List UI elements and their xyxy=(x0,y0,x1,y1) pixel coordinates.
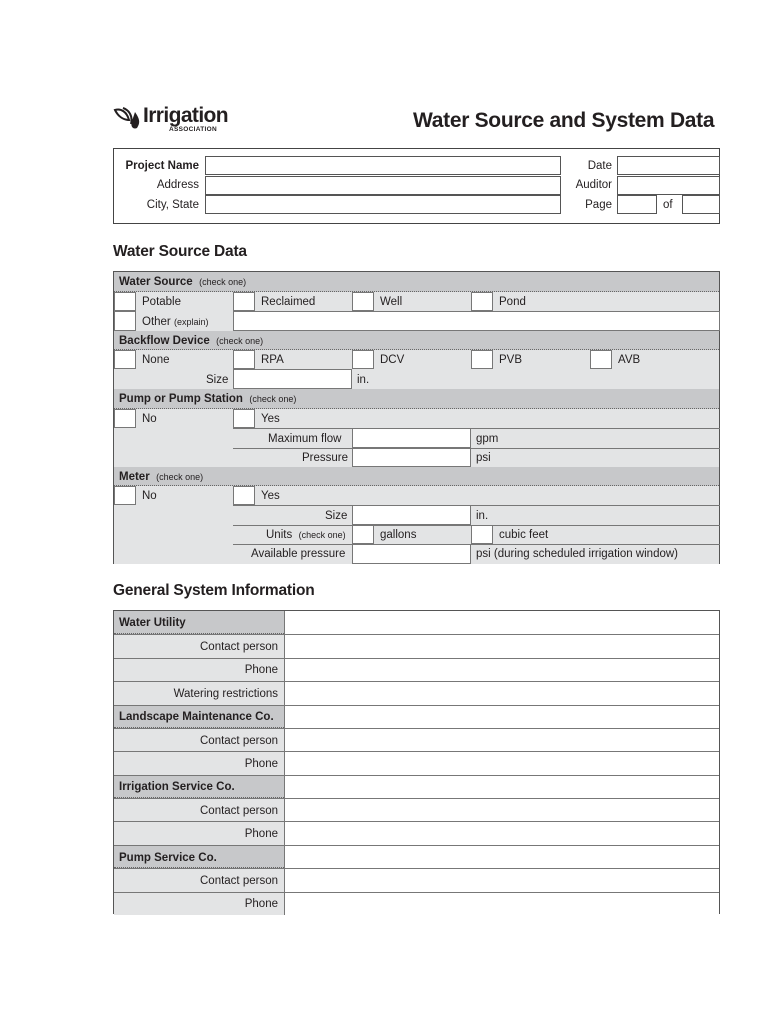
available-pressure-unit: psi (during scheduled irrigation window) xyxy=(476,548,678,560)
cubic-feet-checkbox[interactable] xyxy=(471,525,493,544)
general-system-row xyxy=(114,775,719,798)
meter-divider xyxy=(233,505,720,506)
general-system-row-field[interactable] xyxy=(284,659,719,681)
backflow-size-unit: in. xyxy=(357,374,370,386)
none-checkbox[interactable] xyxy=(114,350,136,369)
meter-size-field[interactable] xyxy=(352,505,471,525)
reclaimed-label: Reclaimed xyxy=(261,296,316,308)
available-pressure-field[interactable] xyxy=(352,544,471,564)
general-system-row xyxy=(114,728,719,751)
reclaimed-checkbox[interactable] xyxy=(233,292,255,311)
other-label: Other (explain) xyxy=(142,316,209,328)
pump-divider xyxy=(233,428,720,429)
dcv-checkbox[interactable] xyxy=(352,350,374,369)
meter-units-label: Units (check one) xyxy=(266,529,346,541)
general-system-row xyxy=(114,751,719,774)
general-system-row-label: Contact person xyxy=(200,734,278,747)
backflow-size-row xyxy=(114,369,719,389)
pressure-field[interactable] xyxy=(352,448,471,467)
gallons-label: gallons xyxy=(380,529,417,541)
meter-yes-label: Yes xyxy=(261,490,280,502)
irrigation-association-logo xyxy=(113,104,243,136)
general-system-row-label-cell xyxy=(114,752,284,774)
pressure-unit: psi xyxy=(476,452,491,464)
potable-label: Potable xyxy=(142,296,182,308)
project-name-label: Project Name xyxy=(125,160,199,172)
general-system-row xyxy=(114,658,719,681)
other-explain-field[interactable] xyxy=(233,311,720,331)
general-system-row-label-cell xyxy=(114,659,284,681)
page-number-field[interactable] xyxy=(617,195,657,214)
general-system-row-label: Phone xyxy=(244,664,278,677)
meter-size-unit: in. xyxy=(476,510,489,522)
meter-header xyxy=(114,467,719,486)
max-flow-field[interactable] xyxy=(352,428,471,448)
page-label: Page xyxy=(585,199,612,211)
backflow-size-field[interactable] xyxy=(233,369,352,389)
general-system-row-label-cell xyxy=(114,869,284,891)
general-system-row-field[interactable] xyxy=(284,752,719,774)
general-system-row-label-cell xyxy=(114,729,284,751)
max-flow-unit: gpm xyxy=(476,433,499,445)
general-system-row xyxy=(114,611,719,634)
pump-no-label: No xyxy=(142,413,157,425)
potable-checkbox[interactable] xyxy=(114,292,136,311)
general-system-row-label-cell xyxy=(114,846,284,868)
meter-no-label: No xyxy=(142,490,157,502)
general-system-row-label-cell xyxy=(114,822,284,844)
general-system-title: General System Information xyxy=(113,582,315,599)
general-system-row-field[interactable] xyxy=(284,799,719,821)
page-of-label: of xyxy=(663,199,673,211)
city-state-label: City, State xyxy=(146,199,199,211)
cubic-feet-label: cubic feet xyxy=(499,529,549,541)
dcv-label: DCV xyxy=(380,354,405,366)
general-system-row-field[interactable] xyxy=(284,869,719,891)
meter-yes-checkbox[interactable] xyxy=(233,486,255,505)
general-system-row xyxy=(114,798,719,821)
general-system-row-label-cell xyxy=(114,706,284,728)
none-label: None xyxy=(142,354,170,366)
meter-divider-3 xyxy=(233,544,720,545)
general-system-row-label-cell xyxy=(114,893,284,915)
general-system-row-label-cell xyxy=(114,776,284,798)
rpa-label: RPA xyxy=(261,354,284,366)
meter-size-label: Size xyxy=(325,510,348,522)
pump-yes-checkbox[interactable] xyxy=(233,409,255,428)
pressure-label: Pressure xyxy=(302,452,349,464)
general-system-row-field[interactable] xyxy=(284,846,719,868)
general-system-row-label: Landscape Maintenance Co. xyxy=(119,711,274,724)
date-label: Date xyxy=(587,160,612,172)
avb-checkbox[interactable] xyxy=(590,350,612,369)
general-system-row xyxy=(114,845,719,868)
leaf-drop-icon xyxy=(113,104,143,134)
general-system-row-label: Water Utility xyxy=(119,616,186,629)
general-system-row-field[interactable] xyxy=(284,893,719,915)
backflow-size-label: Size xyxy=(206,374,229,386)
water-source-options-row xyxy=(114,292,719,311)
pond-checkbox[interactable] xyxy=(471,292,493,311)
address-label: Address xyxy=(156,179,199,191)
pond-label: Pond xyxy=(499,296,526,308)
general-system-row-label: Contact person xyxy=(200,641,278,654)
water-source-table xyxy=(113,271,720,564)
general-system-row xyxy=(114,681,719,704)
document-title: Water Source and System Data xyxy=(413,109,715,132)
general-system-row-field[interactable] xyxy=(284,682,719,704)
meter-label: Meter (check one) xyxy=(119,471,204,483)
rpa-checkbox[interactable] xyxy=(233,350,255,369)
general-system-row-field[interactable] xyxy=(284,706,719,728)
page-total-field[interactable] xyxy=(682,195,720,214)
general-system-row xyxy=(114,868,719,891)
general-system-row-field[interactable] xyxy=(284,611,719,634)
general-system-row-label: Phone xyxy=(244,757,278,770)
general-system-row-label-cell xyxy=(114,799,284,821)
date-field[interactable] xyxy=(617,156,720,175)
auditor-field[interactable] xyxy=(617,176,720,195)
pvb-label: PVB xyxy=(499,354,523,366)
available-pressure-label: Available pressure xyxy=(251,548,346,560)
well-label: Well xyxy=(380,296,403,308)
pump-label: Pump or Pump Station (check one) xyxy=(119,393,297,405)
meter-no-checkbox[interactable] xyxy=(114,486,136,505)
other-checkbox[interactable] xyxy=(114,311,136,331)
general-system-table xyxy=(113,610,720,914)
general-system-row-field[interactable] xyxy=(284,729,719,751)
general-system-row-label: Pump Service Co. xyxy=(119,851,217,864)
pvb-checkbox[interactable] xyxy=(471,350,493,369)
general-system-row-label: Contact person xyxy=(200,804,278,817)
general-system-row xyxy=(114,892,719,915)
auditor-label: Auditor xyxy=(575,179,612,191)
general-system-row-label: Contact person xyxy=(200,874,278,887)
avb-label: AVB xyxy=(618,354,641,366)
logo-subtitle: ASSOCIATION xyxy=(169,126,217,133)
pump-divider-2 xyxy=(233,448,720,449)
general-system-row-label: Phone xyxy=(244,898,278,911)
pump-yes-label: Yes xyxy=(261,413,280,425)
water-source-data-title: Water Source Data xyxy=(113,243,247,260)
general-system-row-field[interactable] xyxy=(284,776,719,798)
general-system-row-label: Watering restrictions xyxy=(173,687,278,700)
general-system-row-label-cell xyxy=(114,682,284,704)
general-system-row-label-cell xyxy=(114,611,284,634)
max-flow-label: Maximum flow xyxy=(268,433,342,445)
address-field[interactable] xyxy=(205,176,561,195)
well-checkbox[interactable] xyxy=(352,292,374,311)
project-name-field[interactable] xyxy=(205,156,561,175)
city-state-field[interactable] xyxy=(205,195,561,214)
gallons-checkbox[interactable] xyxy=(352,525,374,544)
general-system-row-field[interactable] xyxy=(284,822,719,844)
general-system-row-field[interactable] xyxy=(284,635,719,657)
general-system-row xyxy=(114,705,719,728)
pump-no-checkbox[interactable] xyxy=(114,409,136,428)
water-source-label: Water Source (check one) xyxy=(119,276,247,288)
general-system-row xyxy=(114,634,719,657)
general-system-row xyxy=(114,821,719,844)
general-system-row-label: Phone xyxy=(244,828,278,841)
general-system-row-label-cell xyxy=(114,635,284,657)
logo-wordmark: Irrigation xyxy=(143,104,229,127)
backflow-label: Backflow Device (check one) xyxy=(119,335,264,347)
general-system-row-label: Irrigation Service Co. xyxy=(119,781,235,794)
